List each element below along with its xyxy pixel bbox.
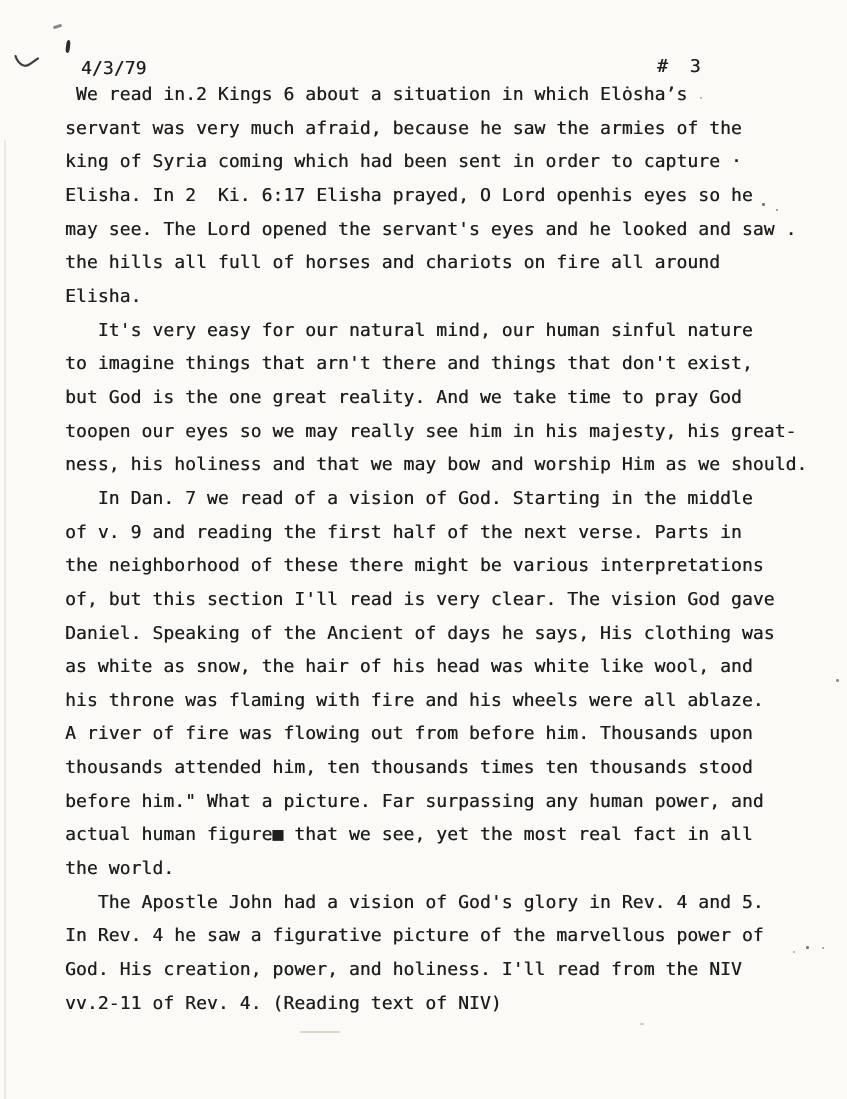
typed-line: vv.2-11 of Rev. 4. (Reading text of NIV) (65, 992, 502, 1014)
typed-text-body (65, 78, 807, 1020)
typed-line: of, but this section I'll read is very clear. The vision God gave (65, 588, 775, 610)
typed-line: We read in.2 Kings 6 about a situation in which Elȯsha’s (65, 84, 688, 105)
typed-line: actual human figure■ that we see, yet the most real fact in all (65, 824, 753, 846)
scan-speck (836, 679, 839, 682)
typed-line: In Rev. 4 he saw a figurative picture of the marvellous power of (65, 925, 764, 947)
typed-line: the hills all full of horses and chariots on fire all around (65, 252, 721, 274)
typed-line: In Dan. 7 we read of a vision of God. Starting in the middle (65, 487, 753, 509)
typed-line: Elisha. (65, 285, 142, 307)
typed-line: ness, his holiness and that we may bow and worship Him as we should. (65, 454, 808, 476)
typed-line: Daniel. Speaking of the Ancient of days he says, His clothing was (65, 622, 775, 644)
typed-line: servant was very much afraid, because he saw the armies of the (65, 117, 742, 139)
typed-line: but God is the one great reality. And we take time to pray God (65, 386, 742, 408)
typed-line: before him." What a picture. Far surpassing any human power, and (65, 790, 764, 812)
typed-line: The Apostle John had a vision of God's glory in Rev. 4 and 5. (65, 891, 764, 913)
typed-line: the world. (65, 858, 175, 880)
typed-line: may see. The Lord opened the servant's eyes and he looked and saw . (65, 218, 797, 240)
typed-line: toopen our eyes so we may really see him in his majesty, his great- (65, 420, 797, 442)
page-date: 4/3/79 (81, 58, 147, 79)
typed-line: Elisha. In 2 Ki. 6:17 Elisha prayed, O Lord openhis eyes so he (65, 184, 753, 206)
typed-line: to imagine things that arn't there and things that don't exist, (65, 353, 753, 375)
typed-line: thousands attended him, ten thousands times ten thousands stood (65, 757, 753, 779)
scan-speck (300, 1031, 340, 1033)
paragraph-natural-mind (65, 314, 807, 482)
typed-line: It's very easy for our natural mind, our human sinful nature (65, 319, 753, 341)
typed-line: as white as snow, the hair of his head was white like wool, and (65, 656, 753, 678)
typed-line: king of Syria coming which had been sent in order to capture · (65, 151, 742, 173)
scan-speck (640, 1023, 644, 1025)
typed-line: his throne was flaming with fire and his wheels were all ablaze. (65, 689, 764, 711)
pen-dash-mark (53, 24, 62, 30)
paragraph-apostle-john (65, 886, 807, 1021)
typed-line: God. His creation, power, and holiness. I'll read from the NIV (65, 959, 742, 981)
typed-line: A river of fire was flowing out from before him. Thousands upon (65, 723, 753, 745)
paragraph-daniel-vision (65, 482, 807, 886)
page-number: # 3 (657, 56, 701, 77)
pen-tick-mark (65, 40, 71, 53)
typed-line: the neighborhood of these there might be various interpretations (65, 555, 764, 577)
scan-edge-line (4, 140, 6, 1099)
typed-line: of v. 9 and reading the first half of the next verse. Parts in (65, 521, 742, 543)
paragraph-elisha-2kings (65, 78, 807, 314)
handwritten-checkmark (14, 52, 44, 70)
scan-speck (822, 947, 824, 949)
